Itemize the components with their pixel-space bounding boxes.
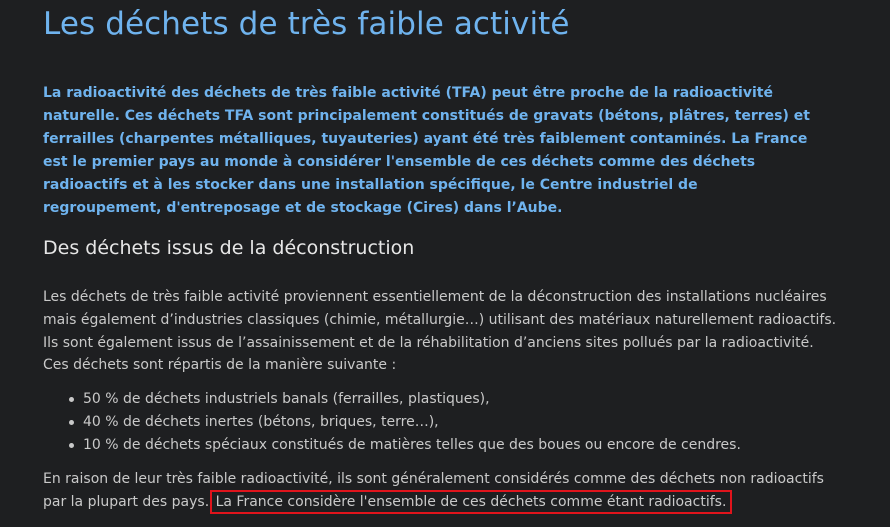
list-item-text: 50 % de déchets industriels banals (ferrailles, plastiques), <box>83 391 490 407</box>
conclusion-paragraph <box>43 468 843 514</box>
conclusion-text: En raison de leur très faible radioactivité, ils sont généralement considérés comme des déchets non radioactifs par la plupart des pays. <box>43 471 824 510</box>
bullet-icon <box>69 443 74 448</box>
list-item <box>43 411 741 434</box>
list-item <box>43 434 741 457</box>
section-heading: Des déchets issus de la déconstruction <box>43 237 415 259</box>
bullet-icon <box>69 397 74 402</box>
list-item-text: 40 % de déchets inertes (bétons, briques, terre…), <box>83 414 439 430</box>
list-item-text: 10 % de déchets spéciaux constitués de matières telles que des boues ou encore de cendres. <box>83 437 741 453</box>
list-item <box>43 388 741 411</box>
intro-paragraph: La radioactivité des déchets de très faible activité (TFA) peut être proche de la radioactivité naturelle. Ces déchets TFA sont principalement constitués de gravats (bétons, plâtres, terres) et ferrailles (charpentes métalliques, tuyauteries) ayant été très faiblement contaminés. La France est le premier pays au monde à considérer l'ensemble de ces déchets comme des déchets radioactifs et à les stocker dans une installation spécifique, le Centre industriel de regroupement, d'entreposage et de stockage (Cires) dans l’Aube. <box>43 85 810 216</box>
highlighted-sentence: La France considère l'ensemble de ces déchets comme étant radioactifs. <box>215 493 727 510</box>
bullet-icon <box>69 420 74 425</box>
page-title: Les déchets de très faible activité <box>43 6 570 42</box>
section-paragraph: Les déchets de très faible activité proviennent essentiellement de la déconstruction des installations nucléaires mais également d’industries classiques (chimie, métallurgie…) utilisant des matériaux naturellement radioactifs. Ils sont également issus de l’assainissement et de la réhabilitation d’anciens sites pollués par la radioactivité. Ces déchets sont répartis de la manière suivante : <box>43 289 837 374</box>
waste-breakdown-list <box>43 388 741 457</box>
